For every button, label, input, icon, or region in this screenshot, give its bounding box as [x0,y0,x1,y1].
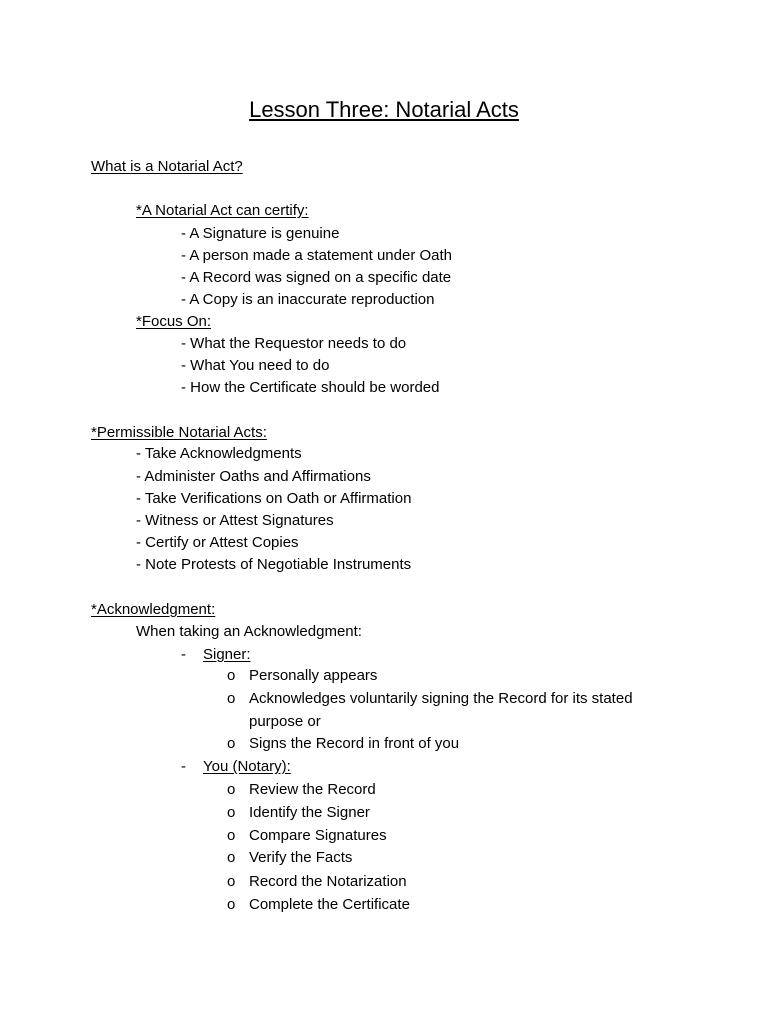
permissible-item: - Note Protests of Negotiable Instruments [136,556,412,573]
focus-item: - How the Certificate should be worded [181,379,440,396]
notary-item: Review the Record [249,781,376,798]
certify-item: - A Copy is an inaccurate reproduction [181,291,435,308]
circle-bullet: o [227,735,236,752]
circle-bullet: o [227,690,236,707]
circle-bullet: o [227,804,236,821]
permissible-item: - Administer Oaths and Affirmations [136,468,371,485]
focus-heading: *Focus On: [136,313,212,330]
dash-bullet: - [181,758,186,775]
certify-heading: *A Notarial Act can certify: [136,202,309,219]
dash-bullet: - [181,646,186,663]
circle-bullet: o [227,873,236,890]
notary-item: Compare Signatures [249,827,387,844]
section-heading-what-is: What is a Notarial Act? [91,158,243,175]
certify-item: - A person made a statement under Oath [181,247,452,264]
certify-item: - A Signature is genuine [181,225,340,242]
notary-item: Record the Notarization [249,873,407,890]
section-heading-acknowledgment: *Acknowledgment: [91,601,216,618]
notary-item: Complete the Certificate [249,896,410,913]
notary-heading: You (Notary): [203,758,291,775]
signer-item: Personally appears [249,667,378,684]
permissible-item: - Take Verifications on Oath or Affirmation [136,490,412,507]
signer-item: Signs the Record in front of you [249,735,460,752]
permissible-item: - Take Acknowledgments [136,445,302,462]
circle-bullet: o [227,827,236,844]
circle-bullet: o [227,896,236,913]
section-heading-permissible: *Permissible Notarial Acts: [91,424,267,441]
signer-item: Acknowledges voluntarily signing the Record for its stated [249,690,633,707]
signer-heading: Signer: [203,646,251,663]
permissible-item: - Certify or Attest Copies [136,534,299,551]
signer-item-continued: purpose or [249,713,321,730]
certify-item: - A Record was signed on a specific date [181,269,452,286]
circle-bullet: o [227,849,236,866]
notary-item: Verify the Facts [249,849,353,866]
circle-bullet: o [227,667,236,684]
focus-item: - What You need to do [181,357,330,374]
circle-bullet: o [227,781,236,798]
acknowledgment-intro: When taking an Acknowledgment: [136,623,362,640]
focus-item: - What the Requestor needs to do [181,335,407,352]
permissible-item: - Witness or Attest Signatures [136,512,334,529]
notary-item: Identify the Signer [249,804,370,821]
page-title: Lesson Three: Notarial Acts [249,97,519,122]
